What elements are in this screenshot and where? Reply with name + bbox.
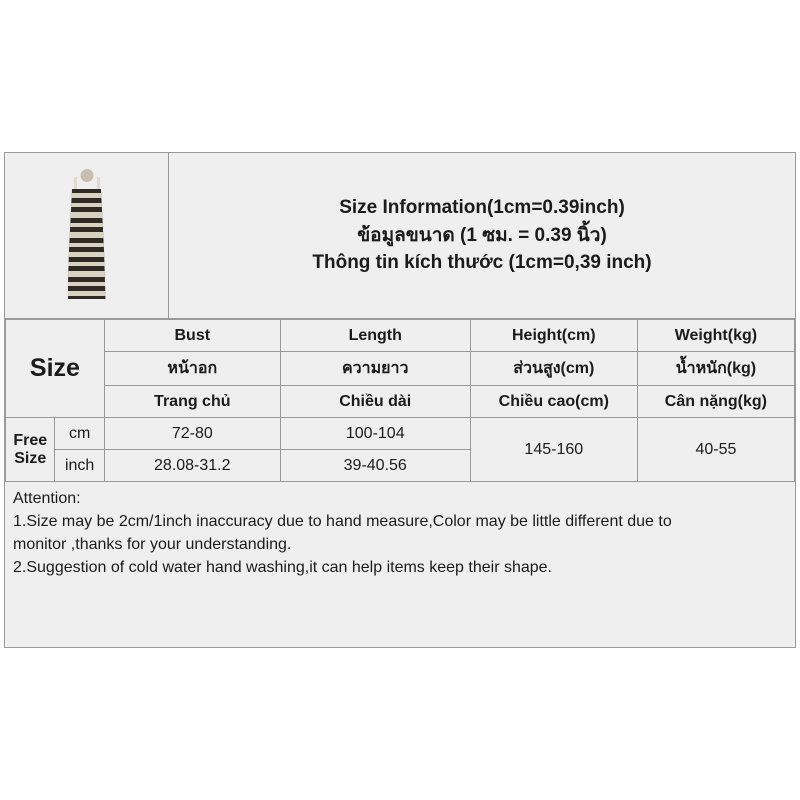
row-length-inch: 39-40.56 <box>280 450 470 482</box>
chart-title-en: Size Information(1cm=0.39inch) <box>339 197 625 219</box>
attention-block <box>5 482 795 647</box>
table-header-row-th <box>6 352 795 386</box>
dress-body <box>68 189 106 299</box>
attention-note-2: 2.Suggestion of cold water hand washing,it can help items keep their shape. <box>13 559 552 577</box>
header-weight-vi: Cân nặng(kg) <box>637 386 794 418</box>
product-image-cell <box>5 153 169 318</box>
header-bust-en: Bust <box>104 320 280 352</box>
row-unit-cm: cm <box>55 418 104 450</box>
chart-header <box>5 153 795 319</box>
header-height-th: ส่วนสูง(cm) <box>470 352 637 386</box>
size-label-cell: Size <box>6 320 105 418</box>
table-header-row-vi <box>6 386 795 418</box>
chart-title-block <box>169 153 795 318</box>
row-size-name: Free Size <box>6 418 55 482</box>
row-unit-inch: inch <box>55 450 104 482</box>
row-bust-inch: 28.08-31.2 <box>104 450 280 482</box>
header-height-en: Height(cm) <box>470 320 637 352</box>
chart-title-vi: Thông tin kích thước (1cm=0,39 inch) <box>312 252 652 274</box>
header-length-en: Length <box>280 320 470 352</box>
row-weight: 40-55 <box>637 418 794 482</box>
table-row <box>6 418 795 450</box>
row-bust-cm: 72-80 <box>104 418 280 450</box>
header-weight-en: Weight(kg) <box>637 320 794 352</box>
header-height-vi: Chiều cao(cm) <box>470 386 637 418</box>
size-table <box>5 319 795 482</box>
table-header-row-en <box>6 320 795 352</box>
attention-title: Attention: <box>13 490 81 507</box>
attention-note-1b: monitor ,thanks for your understanding. <box>13 536 292 554</box>
header-length-th: ความยาว <box>280 352 470 386</box>
header-weight-th: น้ำหนัก(kg) <box>637 352 794 386</box>
header-bust-vi: Trang chủ <box>104 386 280 418</box>
dress-straps <box>74 177 100 191</box>
header-length-vi: Chiều dài <box>280 386 470 418</box>
row-length-cm: 100-104 <box>280 418 470 450</box>
header-bust-th: หน้าอก <box>104 352 280 386</box>
chart-title-th: ข้อมูลขนาด (1 ซม. = 0.39 นิ้ว) <box>357 224 607 246</box>
row-height: 145-160 <box>470 418 637 482</box>
dress-illustration-icon <box>59 169 115 303</box>
size-chart-card <box>4 152 796 648</box>
attention-note-1a: 1.Size may be 2cm/1inch inaccuracy due to hand measure,Color may be little different due to <box>13 513 672 531</box>
